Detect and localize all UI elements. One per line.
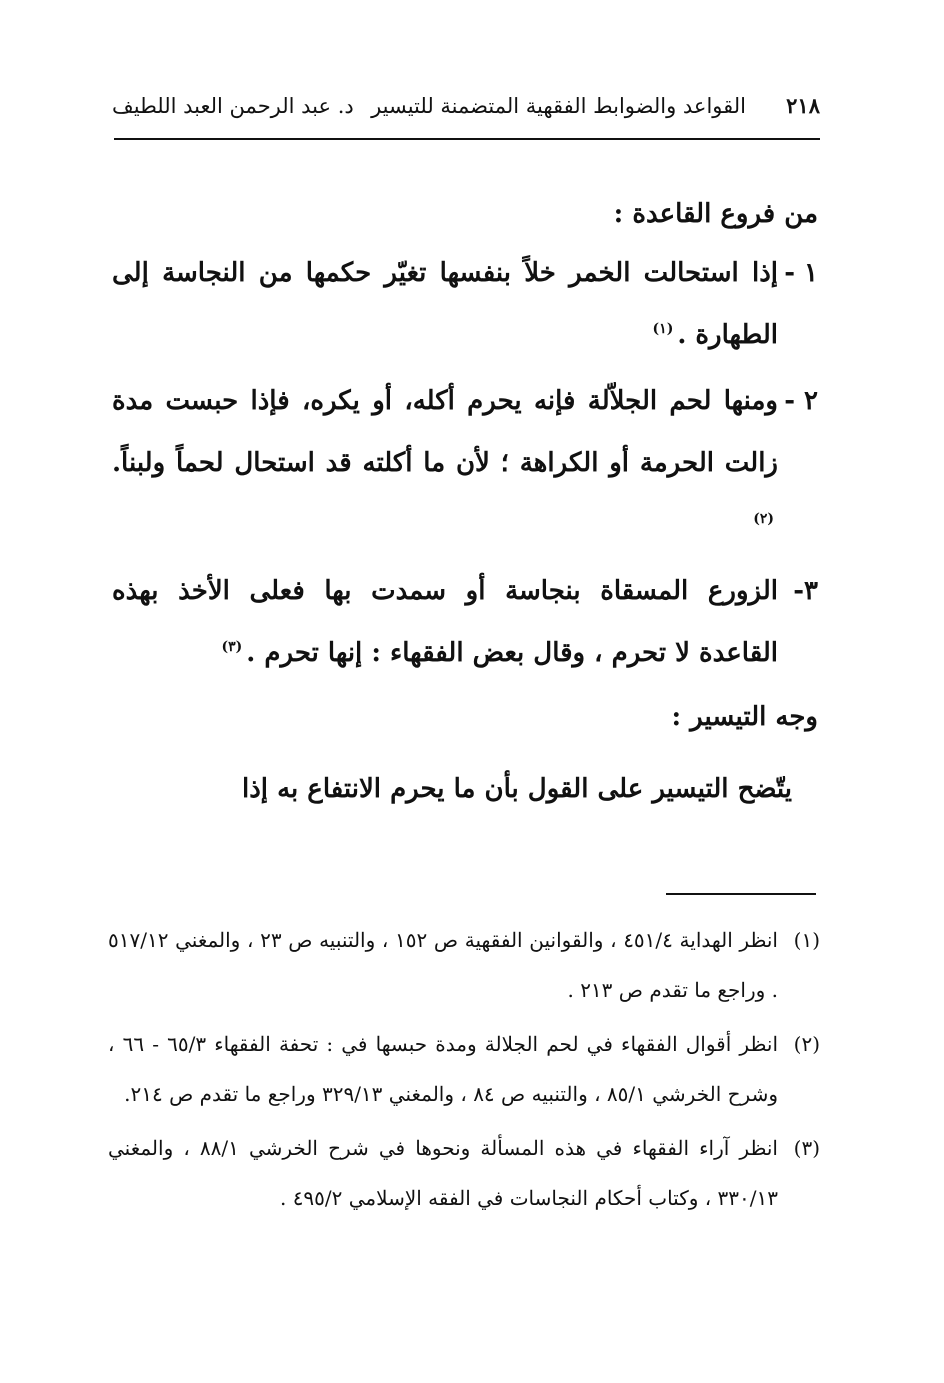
running-header: [112, 86, 820, 126]
footnote: [108, 915, 820, 1015]
footnote-text: انظر آراء الفقهاء في هذه المسألة ونحوها في شرح الخرشي ٨٨/١ ، والمغني ٣٣٠/١٣ ، وكتاب أحكام النجاسات في الفقه الإسلامي ٤٩٥/٢ .: [108, 1136, 778, 1210]
main-text: [112, 186, 818, 820]
footnote-rule: [666, 893, 816, 895]
footnote: [108, 1123, 820, 1223]
footnote-number: (٣): [793, 1136, 820, 1160]
book-title: القواعد والضوابط الفقهية المتضمنة للتيسير: [371, 94, 746, 118]
footnote-number: (١): [793, 928, 820, 952]
facilitation-paragraph: يتّضح التيسير على القول بأن ما يحرم الانتفاع به إذا: [242, 774, 792, 804]
footnote-number: (٢): [793, 1032, 820, 1056]
item-number: ٢ -: [784, 386, 818, 416]
page-number: ٢١٨: [786, 93, 820, 118]
footnote-ref: (٢): [753, 511, 774, 528]
item-number: ١ -: [784, 258, 818, 288]
list-item: [112, 560, 818, 684]
section-heading: من فروع القاعدة :: [613, 199, 818, 229]
footnote-ref: (٣): [221, 639, 243, 656]
list-item: [112, 242, 818, 366]
footnote-ref: (١): [652, 321, 674, 338]
header-rule: [114, 138, 820, 140]
footnote-text: انظر أقوال الفقهاء في لحم الجلالة ومدة حبسها في : تحفة الفقهاء ٦٥/٣ - ٦٦ ، وشرح الخرشي ٨٥/١ ، والتنبيه ص ٨٤ ، والمغني ٣٢٩/١٣ وراجع ما تقدم ص ٢١٤.: [108, 1032, 779, 1106]
footnote: [108, 1019, 820, 1119]
item-text: إذا استحالت الخمر خلاً بنفسها تغيّر حكمها من النجاسة إلى الطهارة .: [112, 258, 778, 350]
item-text: الزورع المسقاة بنجاسة أو سمدت بها فعلى الأخذ بهذه القاعدة لا تحرم ، وقال بعض الفقهاء : إنها تحرم .: [112, 576, 778, 668]
item-text: ومنها لحم الجلاّلة فإنه يحرم أكله، أو يكره، فإذا حبست مدة زالت الحرمة أو الكراهة ؛ لأن ما أكلته قد استحال لحماً ولبناً.: [112, 386, 778, 478]
footnote-text: انظر الهداية ٤٥١/٤ ، والقوانين الفقهية ص ١٥٢ ، والتنبيه ص ٢٣ ، والمغني ٥١٧/١٢ . وراجع ما تقدم ص ٢١٣ .: [108, 928, 778, 1002]
list-item: [112, 370, 818, 556]
author-name: د. عبد الرحمن العبد اللطيف: [112, 94, 354, 118]
facilitation-heading: وجه التيسير :: [671, 702, 818, 732]
footnotes: [108, 915, 820, 1223]
item-number: ٣-: [793, 576, 818, 606]
